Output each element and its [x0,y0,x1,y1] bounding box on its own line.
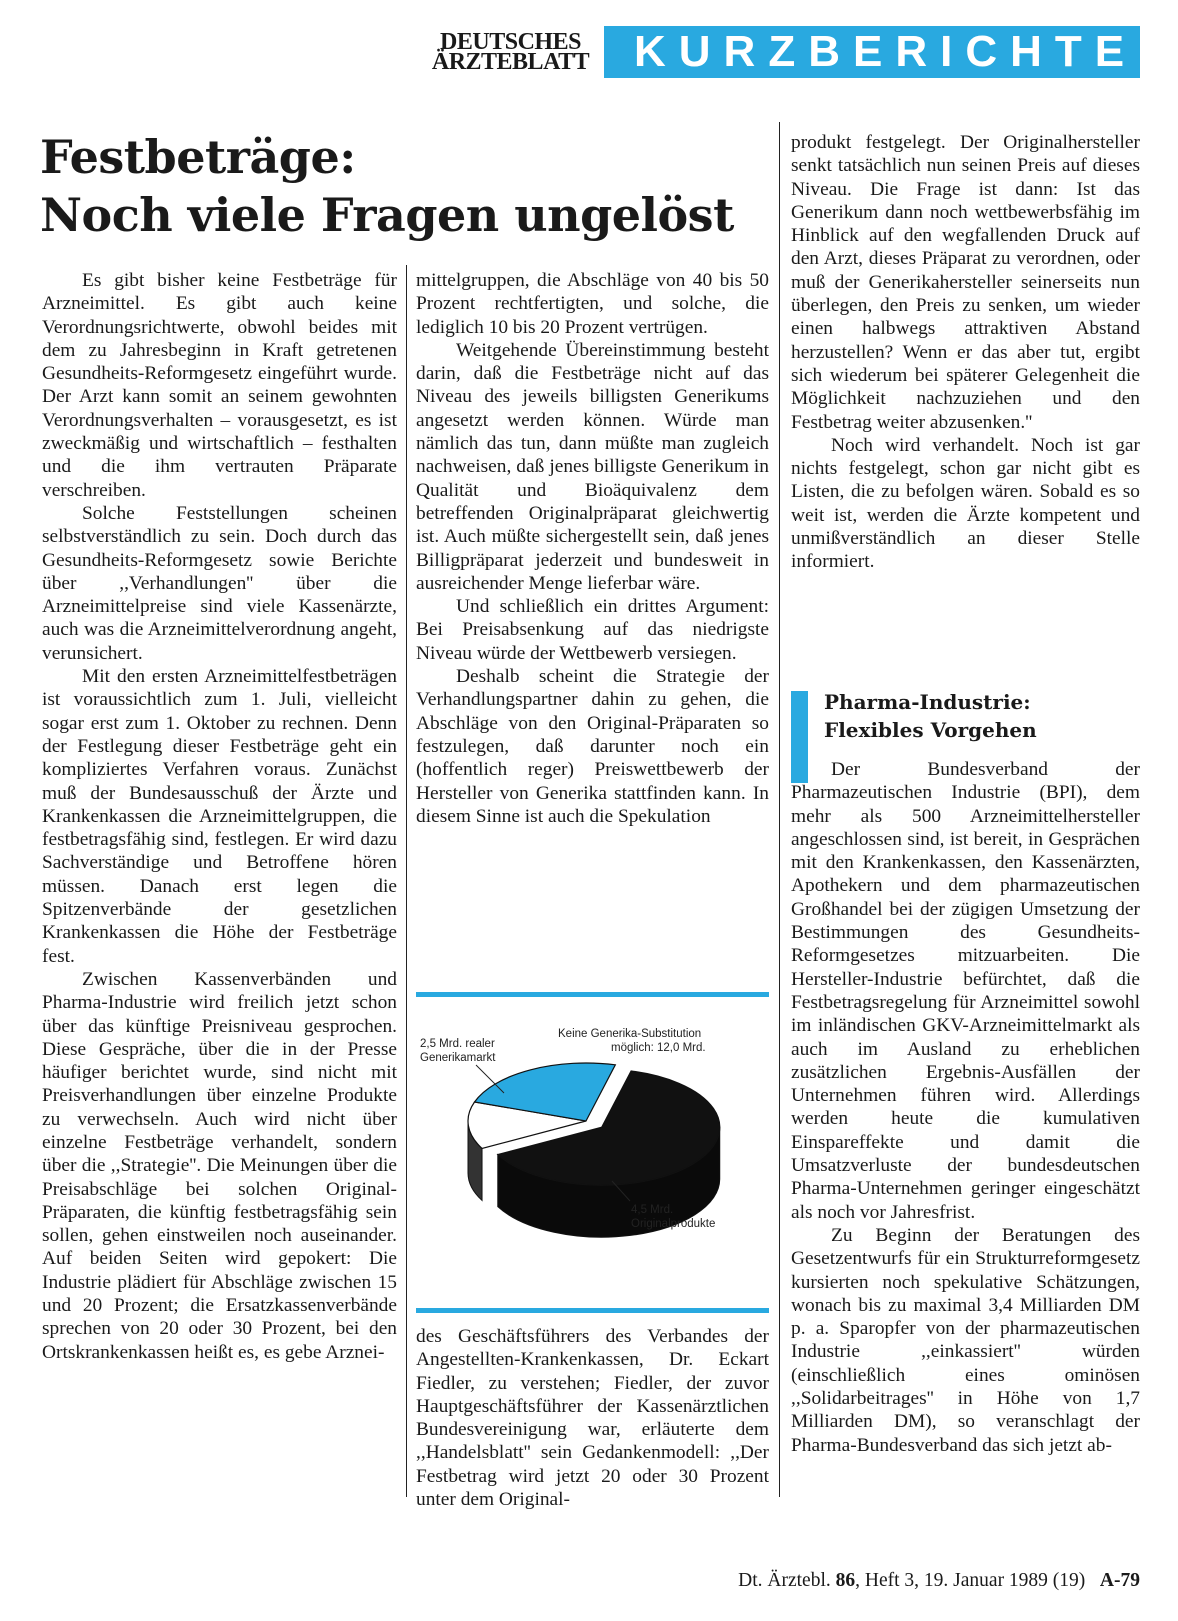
section-banner: KURZBERICHTE [604,26,1140,78]
paragraph: mittelgruppen, die Abschläge von 40 bis 50 Prozent rechtfertigten, und solche, die lediglich 10 bis 20 Prozent vertrügen. [416,270,769,338]
page-footer [640,1570,1140,1592]
chart-bottom-rule [416,1308,769,1313]
article-column-3 [791,131,1140,574]
sidebar-column [791,758,1140,1457]
paragraph: Zu Beginn der Beratungen des Gesetzentwurfs für ein Strukturreformgesetz kursierten noch spekulative Schätzungen, wonach bis zu maximal 3,4 Milliarden DM p. a. Sparopfer von der pharmazeutischen Industrie ,,einkassiert'' würden (einschließlich eines ominösen ,,Solidarbeitrages'' in Höhe von 1,7 Milliarden DM), so veranschlagt der Pharma-Bundesverband das sich jetzt ab- [791,1224,1140,1456]
article-headline [40,128,780,244]
paragraph: Noch wird verhandelt. Noch ist gar nichts festgelegt, schon gar nicht gibt es Listen, die zu befolgen wären. Sobald es so weit ist, werden die Ärzte kompetent und unmißverständlich an dieser Stelle informiert. [791,434,1140,573]
sidebar-headline [824,688,1144,744]
footer-volume: 86 [835,1570,856,1591]
headline-line1: Festbeträge: [40,130,356,184]
masthead-line1: DEUTSCHES [440,29,581,55]
paragraph: Deshalb scheint die Strategie der Verhandlungspartner dahin zu gehen, die Abschläge von den Original-Präparaten so festzulegen, daß darunter noch ein (hoffentlich reger) Preiswettbewerb der Hersteller von Generika stattfinden kann. In diesem Sinne ist auch die Spekulation [416,666,769,827]
label-blue-1: 4,5 Mrd. [631,1204,674,1216]
paragraph: Zwischen Kassenverbänden und Pharma-Industrie wird freilich jetzt schon über das künftige Preisniveau gesprochen. Diese Gespräche, über die in der Presse häufiger berichtet wurde, sind nicht mit Preisverhandlungen über einzelne Produkte zu verwechseln. Auch wird nicht über einzelne Festbeträge verhandelt, sondern über die ,,Strategie''. Die Meinungen über die Preisabschläge bei solchen Original-Präparaten, die künftig festbetragsfähig sein sollen, gehen einstweilen noch auseinander. Auf beiden Seiten wird gepokert: Die Industrie plädiert für Abschläge zwischen 15 und 20 Prozent; die Ersatzkassenverbände sprechen von 20 oder 30 Prozent, bei den Ortskrankenkassen heißt es, es gebe Arznei- [42,968,397,1363]
label-black-1: Keine Generika-Substitution [558,1028,702,1040]
pie-group [468,1063,720,1237]
paragraph: des Geschäftsführers des Verbandes der Angestellten-Krankenkassen, Dr. Eckart Fiedler, zu verstehen; Fiedler, der zuvor Hauptgeschäftsführer der Kassenärztlichen Bundesvereinigung war, erläuterte dem ,,Handelsblatt'' sein Gedankenmodell: ,,Der Festbetrag wird jetzt 20 oder 30 Prozent unter dem Original- [416,1326,769,1511]
paragraph: Solche Feststellungen scheinen selbstverständlich zu sein. Doch durch das Gesundheits-Reformgesetz sowie Berichte über ,,Verhandlungen'' über die Arzneimittelpreise sind viele Kassenärzte, auch was die Arzneimittelverordnung angeht, verunsichert. [42,502,397,664]
subhead-line1: Pharma-Industrie: [824,690,1031,714]
label-white-1: 2,5 Mrd. realer [420,1038,495,1050]
paragraph: Und schließlich ein drittes Argument: Bei Preisabsenkung auf das niedrigste Niveau würde der Wettbewerb versiegen. [416,596,769,664]
paragraph: Der Bundesverband der Pharmazeutischen Industrie (BPI), dem mehr als 500 Arzneimittelhersteller angeschlossen sind, ist bereit, in Gesprächen mit den Krankenkassen, den Kassenärzten, Apothekern und dem pharmazeutischen Großhandel bei der zügigen Umsetzung der Bestimmungen des Gesundheits-Reformgesetzes mitzuarbeiten. Die Hersteller-Industrie befürchtet, daß die Festbetragsregelung für Arzneimittel sowohl im inländischen GKV-Arzneimittelmarkt als auch im Ausland zu erheblichen zusätzlichen Ergebnis-Ausfällen der Unternehmen führen wird. Allerdings werden heute die kumulativen Einspareffekte und damit die Umsatzverluste der bundesdeutschen Pharma-Unternehmen geringer eingeschätzt als noch vor Jahresfrist. [791,759,1140,1223]
paragraph: Weitgehende Übereinstimmung besteht darin, daß die Festbeträge nicht auf das Niveau des jeweils billigsten Generikums angesetzt werden können. Würde man nämlich das tun, dann müßte man zugleich nachweisen, daß jenes billigste Generikum in Qualität und Bioäquivalenz dem betreffenden Originalpräparat gleichwertig ist. Auch müßte sichergestellt sein, daß jenes Billigpräparat jederzeit und bundesweit in ausreichender Menge lieferbar wäre. [416,339,769,594]
footer-rest: , Heft 3, 19. Januar 1989 (19) [855,1570,1086,1591]
article-column-1 [42,269,397,1364]
paragraph: produkt festgelegt. Der Originalhersteller senkt tatsächlich nun seinen Preis auf dieses Niveau. Die Frage ist dann: Ist das Generikum dann noch wettbewerbsfähig im Hinblick auf den wegfallenden Druck auf den Arzt, dieses Präparat zu verordnen, oder muß der Generikahersteller seinerseits nun überlegen, den Preis zu senken, um wieder einen halbwegs attraktiven Abstand herzustellen? Wenn er das aber tut, ergibt sich wiederum bei späterer Gelegenheit die Möglichkeit nachzuziehen und den Festbetrag weiter abzusenken.'' [791,132,1140,433]
paragraph: Es gibt bisher keine Festbeträge für Arzneimittel. Es gibt auch keine Verordnungsrichtwerte, obwohl beides mit dem zu Jahresbeginn in Kraft getretenen Gesundheits-Reformgesetz eingeführt wurde. Der Arzt kann somit an seinem gewohnten Verordnungsverhalten – vorausgesetzt, es ist zweckmäßig und wirtschaftlich – festhalten und die ihm vertrauten Präparate verschreiben. [42,270,397,501]
masthead-line2: ÄRZTEBLATT [431,48,590,75]
subhead-line2: Flexibles Vorgehen [824,718,1037,742]
masthead-logo [423,29,598,75]
footer-page: A-79 [1099,1570,1140,1591]
paragraph: Mit den ersten Arzneimittelfestbeträgen ist voraussichtlich zum 1. Juli, vielleicht sogar erst zum 1. Oktober zu rechnen. Denn der Festlegung dieser Festbeträge geht ein kompliziertes Verfahren voraus. Zunächst muß der Bundesausschuß der Ärzte und Krankenkassen die Arzneimittelgruppen, die festbetragsfähig sind, festlegen. Er wird dazu Sachverständige und Betroffene hören müssen. Danach erst legen die Spitzenverbände der gesetzlichen Krankenkassen die Höhe der Festbeträge fest. [42,666,397,967]
chart-top-rule [416,992,769,997]
footer-prefix: Dt. Ärztebl. [738,1570,836,1591]
market-pie-chart [416,1003,769,1303]
label-blue-2: Originalprodukte [631,1218,716,1230]
article-column-2-top [416,269,769,828]
article-column-2-bottom [416,1325,769,1511]
label-white-2: Generikamarkt [420,1052,496,1064]
column-rule-2 [779,122,780,1497]
column-rule-1 [406,265,407,1497]
headline-line2: Noch viele Fragen ungelöst [40,188,734,242]
label-black-2: möglich: 12,0 Mrd. [611,1042,706,1054]
